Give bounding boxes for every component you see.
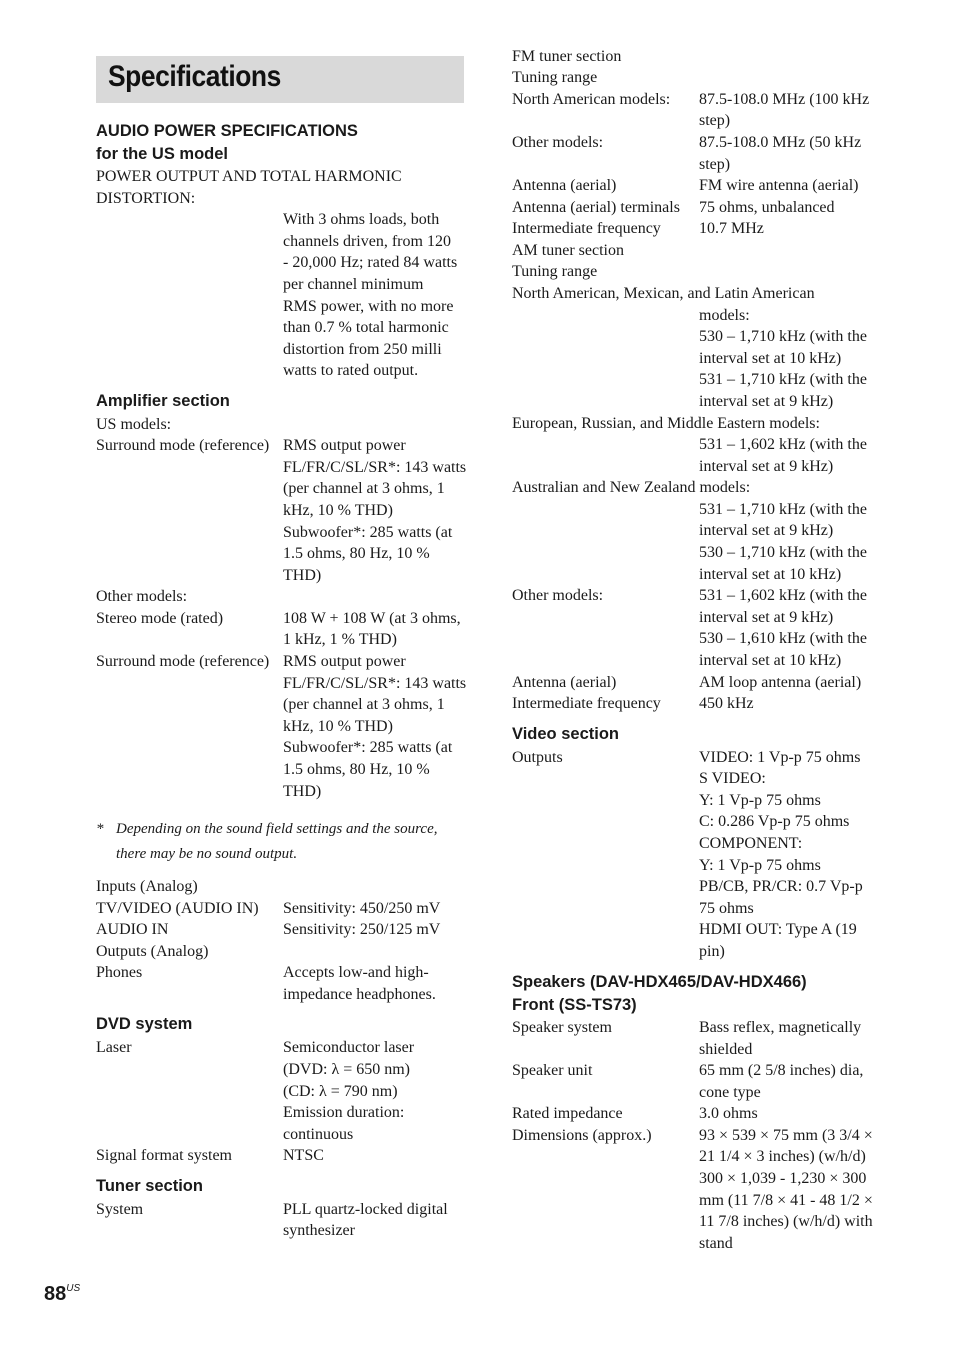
spec-text: Sensitivity: 450/250 mV [283, 900, 441, 917]
spec-text: Dimensions (approx.) [512, 1127, 652, 1144]
page-region: US [66, 1283, 81, 1294]
spec-text: VIDEO: 1 Vp-p 75 ohms [699, 749, 861, 766]
spec-text: With 3 ohms loads, both [283, 211, 440, 228]
spec-text: US models: [96, 416, 172, 433]
spec-text: Other models: [96, 588, 188, 605]
spec-text: Subwoofer*: 285 watts (at [283, 739, 453, 756]
spec-text: Speaker unit [512, 1062, 593, 1079]
section-heading: Amplifier section [96, 392, 230, 410]
spec-text: S VIDEO: [699, 770, 766, 787]
spec-text: step) [699, 156, 731, 173]
spec-text: 108 W + 108 W (at 3 ohms, [283, 610, 461, 627]
spec-text: C: 0.286 Vp-p 75 ohms [699, 813, 850, 830]
spec-text: Y: 1 Vp-p 75 ohms [699, 792, 821, 809]
spec-text: Other models: [512, 587, 604, 604]
spec-text: AM tuner section [512, 242, 624, 259]
spec-text: Outputs [512, 749, 563, 766]
spec-text: FL/FR/C/SL/SR*: 143 watts [283, 675, 467, 692]
spec-text: Semiconductor laser [283, 1039, 415, 1056]
spec-text: shielded [699, 1041, 753, 1058]
spec-text: 75 ohms [699, 900, 754, 917]
spec-text: (CD: λ = 790 nm) [283, 1083, 398, 1100]
spec-text: watts to rated output. [283, 362, 419, 379]
spec-text: Accepts low-and high- [283, 964, 429, 981]
spec-text: POWER OUTPUT AND TOTAL HARMONIC [96, 168, 402, 185]
section-heading: DVD system [96, 1015, 193, 1033]
spec-text: cone type [699, 1084, 761, 1101]
spec-text: 1 kHz, 1 % THD) [283, 631, 397, 648]
spec-text: interval set at 10 kHz) [699, 566, 842, 583]
spec-text: Intermediate frequency [512, 695, 661, 712]
spec-text: 531 – 1,602 kHz (with the [699, 436, 867, 453]
spec-text: Sensitivity: 250/125 mV [283, 921, 441, 938]
spec-text: 3.0 ohms [699, 1105, 758, 1122]
footnote-text: there may be no sound output. [116, 846, 298, 862]
spec-text: - 20,000 Hz; rated 84 watts [283, 254, 458, 271]
spec-text: Signal format system [96, 1147, 232, 1164]
spec-text: kHz, 10 % THD) [283, 502, 393, 519]
spec-text: 531 – 1,710 kHz (with the [699, 501, 867, 518]
spec-text: Stereo mode (rated) [96, 610, 224, 627]
spec-text: 531 – 1,602 kHz (with the [699, 587, 867, 604]
spec-text: 530 – 1,710 kHz (with the [699, 544, 867, 561]
footnote-text: * [96, 821, 104, 837]
spec-text: TV/VIDEO (AUDIO IN) [96, 900, 259, 917]
section-heading: for the US model [96, 145, 229, 163]
spec-text: Speaker system [512, 1019, 612, 1036]
section-heading: Front (SS-TS73) [512, 996, 637, 1014]
spec-text: stand [699, 1235, 733, 1252]
spec-text: PLL quartz-locked digital [283, 1201, 448, 1218]
spec-text: THD) [283, 567, 322, 584]
footnote-text: Depending on the sound field settings and the source, [116, 821, 438, 837]
spec-text: step) [699, 112, 731, 129]
spec-text: kHz, 10 % THD) [283, 718, 393, 735]
spec-text: interval set at 10 kHz) [699, 350, 842, 367]
spec-text: Tuning range [512, 69, 598, 86]
spec-text: Outputs (Analog) [96, 943, 209, 960]
spec-text: continuous [283, 1126, 354, 1143]
spec-text: PB/CB, PR/CR: 0.7 Vp-p [699, 878, 863, 895]
spec-text: 21 1/4 × 3 inches) (w/h/d) [699, 1148, 866, 1165]
spec-text: interval set at 9 kHz) [699, 393, 834, 410]
spec-text: FL/FR/C/SL/SR*: 143 watts [283, 459, 467, 476]
spec-text: North American models: [512, 91, 671, 108]
spec-text: distortion from 250 milli [283, 341, 442, 358]
spec-text: Intermediate frequency [512, 220, 661, 237]
spec-text: interval set at 9 kHz) [699, 458, 834, 475]
spec-text: mm (11 7/8 × 41 - 48 1/2 × [699, 1192, 873, 1209]
spec-text: FM tuner section [512, 48, 622, 65]
spec-text: 11 7/8 inches) (w/h/d) with [699, 1213, 873, 1230]
spec-text: 530 – 1,610 kHz (with the [699, 630, 867, 647]
spec-text: Bass reflex, magnetically [699, 1019, 862, 1036]
spec-text: AUDIO IN [96, 921, 169, 938]
spec-text: (per channel at 3 ohms, 1 [283, 480, 445, 497]
spec-text: 1.5 ohms, 80 Hz, 10 % [283, 545, 430, 562]
spec-text: 87.5-108.0 MHz (50 kHz [699, 134, 862, 151]
spec-text: HDMI OUT: Type A (19 [699, 921, 857, 938]
spec-text: RMS output power [283, 437, 406, 454]
spec-text: THD) [283, 783, 322, 800]
spec-text: 65 mm (2 5/8 inches) dia, [699, 1062, 864, 1079]
section-heading: Speakers (DAV-HDX465/DAV-HDX466) [512, 973, 807, 991]
spec-text: impedance headphones. [283, 986, 436, 1003]
section-heading: Video section [512, 725, 619, 743]
spec-text: System [96, 1201, 144, 1218]
spec-text: FM wire antenna (aerial) [699, 177, 859, 194]
spec-text: DISTORTION: [96, 190, 196, 207]
spec-text: 10.7 MHz [699, 220, 764, 237]
spec-text: (per channel at 3 ohms, 1 [283, 696, 445, 713]
spec-text: Other models: [512, 134, 604, 151]
spec-text: RMS power, with no more [283, 298, 454, 315]
spec-text: Subwoofer*: 285 watts (at [283, 524, 453, 541]
spec-text: interval set at 10 kHz) [699, 652, 842, 669]
spec-text: 1.5 ohms, 80 Hz, 10 % [283, 761, 430, 778]
spec-text: pin) [699, 943, 725, 960]
spec-text: Surround mode (reference) [96, 653, 270, 670]
spec-text: per channel minimum [283, 276, 424, 293]
spec-text: 93 × 539 × 75 mm (3 3/4 × [699, 1127, 873, 1144]
spec-text: Antenna (aerial) [512, 177, 617, 194]
spec-text: European, Russian, and Middle Eastern models: [512, 415, 820, 432]
spec-text: (DVD: λ = 650 nm) [283, 1061, 410, 1078]
spec-text: channels driven, from 120 [283, 233, 451, 250]
spec-text: Antenna (aerial) terminals [512, 199, 680, 216]
section-heading: AUDIO POWER SPECIFICATIONS [96, 122, 358, 140]
spec-text: than 0.7 % total harmonic [283, 319, 449, 336]
page-number-value: 88 [44, 1283, 67, 1305]
spec-text: 75 ohms, unbalanced [699, 199, 835, 216]
spec-text: interval set at 9 kHz) [699, 522, 834, 539]
spec-text: 530 – 1,710 kHz (with the [699, 328, 867, 345]
spec-text: 87.5-108.0 MHz (100 kHz [699, 91, 870, 108]
spec-text: Australian and New Zealand models: [512, 479, 751, 496]
spec-text: Rated impedance [512, 1105, 623, 1122]
spec-text: COMPONENT: [699, 835, 803, 852]
spec-text: 531 – 1,710 kHz (with the [699, 371, 867, 388]
page-title: Specifications [108, 60, 281, 93]
spec-text: interval set at 9 kHz) [699, 609, 834, 626]
page-title-bar [96, 56, 464, 103]
spec-text: NTSC [283, 1147, 324, 1164]
spec-text: Surround mode (reference) [96, 437, 270, 454]
spec-text: Inputs (Analog) [96, 878, 198, 895]
spec-text: North American, Mexican, and Latin American [512, 285, 815, 302]
spec-text: RMS output power [283, 653, 406, 670]
spec-text: 300 × 1,039 - 1,230 × 300 [699, 1170, 867, 1187]
spec-text: Emission duration: [283, 1104, 405, 1121]
spec-text: Laser [96, 1039, 132, 1056]
spec-text: Tuning range [512, 263, 598, 280]
page-number [44, 1283, 80, 1306]
section-heading: Tuner section [96, 1177, 203, 1195]
spec-text: synthesizer [283, 1222, 355, 1239]
spec-text: models: [699, 307, 750, 324]
spec-text: AM loop antenna (aerial) [699, 674, 862, 691]
spec-text: Y: 1 Vp-p 75 ohms [699, 857, 821, 874]
spec-text: Phones [96, 964, 143, 981]
spec-text: Antenna (aerial) [512, 674, 617, 691]
spec-text: 450 kHz [699, 695, 754, 712]
